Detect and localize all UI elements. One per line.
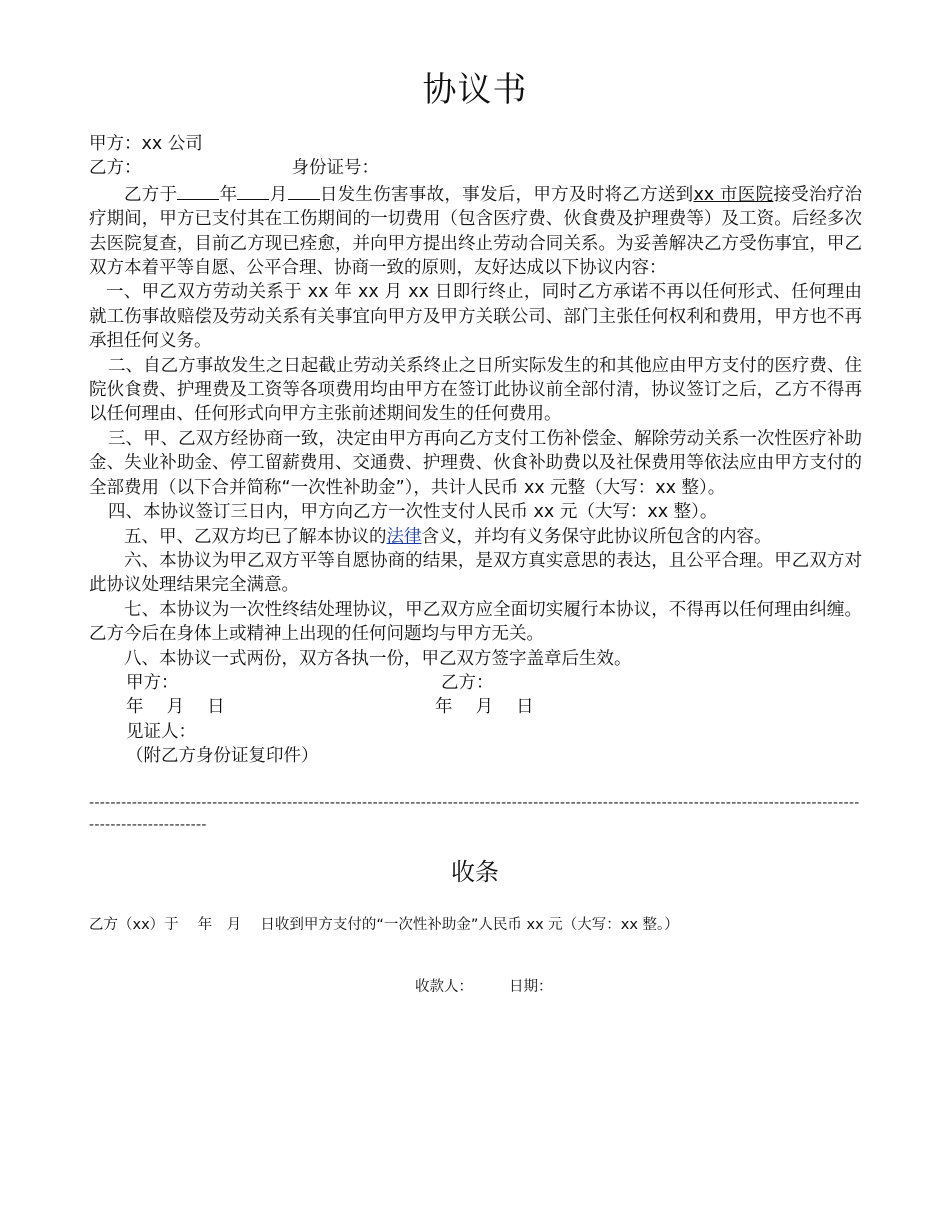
intro-month-label: 月 xyxy=(269,184,288,205)
clause-1: 一、甲乙双方劳动关系于 xx 年 xx 月 xx 日即行终止，同时乙方承诺不再以任何形式、任何理由就工伤事故赔偿及劳动关系有关事宜向甲方及甲方关联公司、部门主张任何权利和费用，甲方也不再承担任何义务。 xyxy=(89,282,862,352)
clause-4: 四、本协议签订三日内，甲方向乙方一次性支付人民币 xx 元（大写：xx 整）。 xyxy=(108,502,718,523)
intro-text-end: 接受治疗治疗期间，甲方已支付其在工伤期间的一切费用（包含医疗费、伙食费及护理费等）及工资。后经多次去医院复查，目前乙方现已痊愈，并向甲方提出终止劳动合同关系。为妥善解决乙方受伤事宜，甲乙双方本着平等自愿、公平合理、协商一致的原则，友好达成以下协议内容： xyxy=(89,184,863,279)
signature-date-b: 年 月 日 xyxy=(435,697,534,718)
attachment-row xyxy=(89,744,862,768)
signature-row xyxy=(89,671,862,695)
party-a-line: 甲方：xx 公司 xyxy=(89,134,203,154)
section-divider: ---------------------------------------------------------------------------------------------------------------------------------------------------------------------- xyxy=(89,795,860,833)
clause-3: 三、甲、乙双方经协商一致，决定由甲方再向乙方支付工伤补偿金、解除劳动关系一次性医疗补助金、失业补助金、停工留薪费用、交通费、护理费、伙食补助费以及社保费用等依法应由甲方支付的全部费用（以下合并简称“一次性补助金”），共计人民币 xx 元整（大写：xx 整）。 xyxy=(89,428,862,498)
intro-paragraph xyxy=(89,181,862,281)
receipt-payee-label: 收款人： xyxy=(415,979,473,995)
receipt-date-label: 日期： xyxy=(509,979,553,995)
document-title: 协议书 xyxy=(422,70,528,110)
clause-6: 六、本协议为甲乙双方平等自愿协商的结果，是双方真实意思的表达，且公平合理。甲乙双方对此协议处理结果完全满意。 xyxy=(89,550,862,596)
id-number-label: 身份证号： xyxy=(291,158,379,179)
clause-5 xyxy=(89,525,862,549)
year-blank xyxy=(177,181,219,200)
party-b-label: 乙方： xyxy=(89,158,142,179)
witness-row xyxy=(89,720,862,744)
law-link[interactable]: 法律 xyxy=(386,526,422,547)
clause-5-text-start: 五、甲、乙双方均已了解本协议的 xyxy=(124,526,387,547)
signature-party-b: 乙方： xyxy=(441,672,494,693)
witness-label: 见证人： xyxy=(126,721,196,742)
intro-day-text: 日发生伤害事故，事发后，甲方及时将乙方送到 xyxy=(319,184,694,205)
clause-5-text-end: 含义，并均有义务保守此协议所包含的内容。 xyxy=(421,526,772,547)
receipt-title: 收条 xyxy=(451,858,499,886)
party-b-line xyxy=(89,156,862,180)
agreement-body xyxy=(89,132,862,769)
clause-2: 二、自乙方事故发生之日起截止劳动关系终止之日所实际发生的和其他应由甲方支付的医疗费、住院伙食费、护理费及工资等各项费用均由甲方在签订此协议前全部付清，协议签订之后，乙方不得再以任何理由、任何形式向甲方主张前述期间发生的任何费用。 xyxy=(89,355,862,425)
day-blank xyxy=(288,181,320,200)
month-blank xyxy=(237,181,269,200)
receipt-signature xyxy=(415,975,553,996)
receipt-statement: 乙方（xx）于 年 月 日收到甲方支付的“一次性补助金”人民币 xx 元（大写：xx 整。） xyxy=(89,917,679,933)
signature-date-a: 年 月 日 xyxy=(126,697,225,718)
clause-7: 七、本协议为一次性终结处理协议，甲乙双方应全面切实履行本协议，不得再以任何理由纠缠。乙方今后在身体上或精神上出现的任何问题均与甲方无关。 xyxy=(89,599,862,645)
attachment-note: （附乙方身份证复印件） xyxy=(126,746,319,767)
signature-date-row xyxy=(89,695,862,719)
intro-year-label: 年 xyxy=(219,184,238,205)
signature-party-a: 甲方： xyxy=(126,672,179,693)
clause-8: 八、本协议一式两份，双方各执一份，甲乙双方签字盖章后生效。 xyxy=(124,648,632,669)
hospital-name: xx 市医院 xyxy=(693,184,774,205)
intro-text-start: 乙方于 xyxy=(124,184,178,205)
